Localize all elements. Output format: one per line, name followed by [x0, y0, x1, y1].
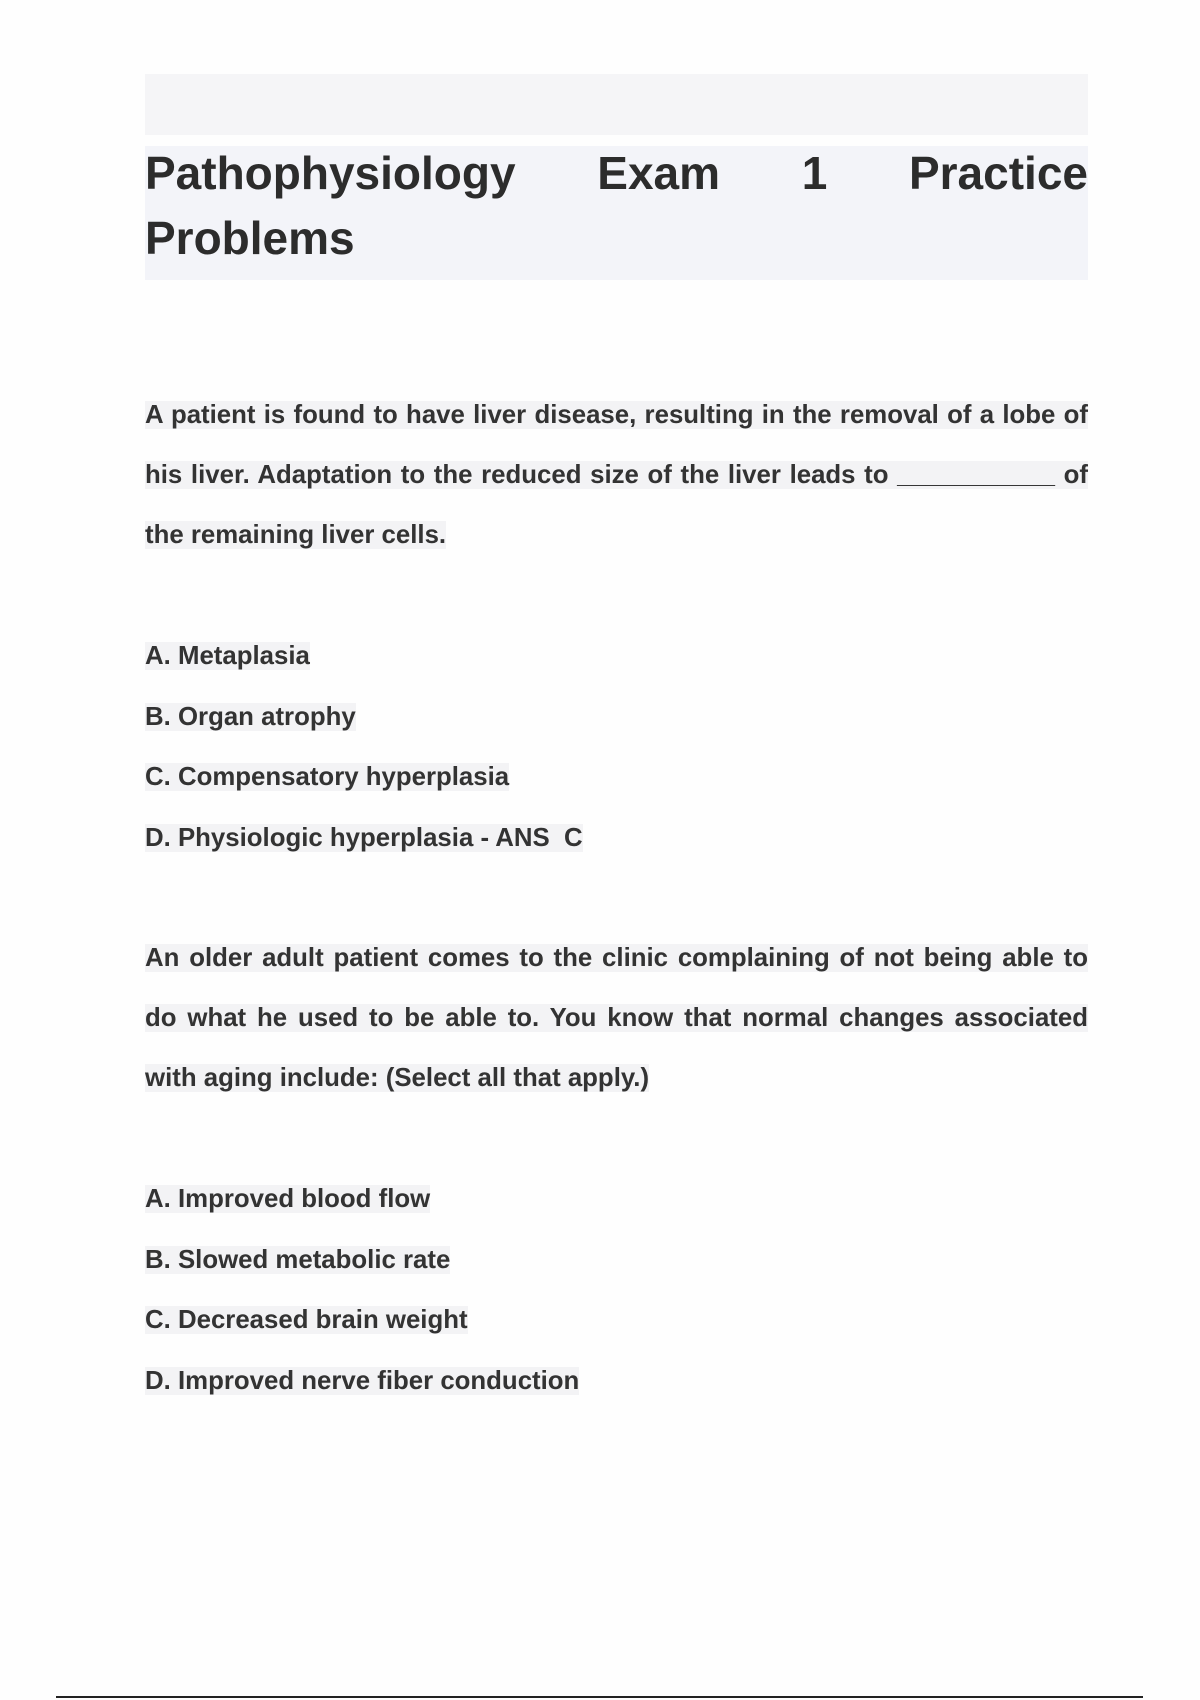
answer-option-a	[145, 1169, 1088, 1230]
answer-option-b	[145, 1230, 1088, 1291]
answer-option-label: A. Improved blood flow	[145, 1185, 431, 1213]
answer-option-b	[145, 687, 1088, 748]
question-1-stem-text: A patient is found to have liver disease, resulting in the removal of a lobe of his liver. Adaptation to the reduced size of the liver leads to ___________ of the remaining liver cells.	[145, 401, 1088, 549]
question-1-stem	[145, 385, 1088, 565]
answer-option-label: B. Slowed metabolic rate	[145, 1245, 451, 1274]
question-2-stem-text: An older adult patient comes to the clinic complaining of not being able to do what he used to be able to. You know that normal changes associated with aging include: (Select all that apply.)	[145, 944, 1088, 1092]
answer-option-label: C. Compensatory hyperplasia	[145, 763, 510, 791]
question-2-options	[145, 1169, 1088, 1411]
answer-option-label: C. Decreased brain weight	[145, 1306, 468, 1334]
header-band	[145, 74, 1088, 135]
answer-option-label: D. Physiologic hyperplasia - ANS C	[145, 823, 583, 852]
answer-option-c	[145, 747, 1088, 808]
document-title: Pathophysiology Exam 1 Practice Problems	[145, 147, 1088, 264]
question-1-options	[145, 626, 1088, 868]
answer-option-c	[145, 1290, 1088, 1351]
page-bottom-rule	[56, 1696, 1143, 1698]
answer-option-d	[145, 1351, 1088, 1412]
answer-option-label: B. Organ atrophy	[145, 702, 356, 731]
answer-option-a	[145, 626, 1088, 687]
answer-option-label: A. Metaplasia	[145, 642, 310, 670]
question-2-stem	[145, 928, 1088, 1108]
answer-option-label: D. Improved nerve fiber conduction	[145, 1366, 580, 1395]
answer-option-d	[145, 808, 1088, 869]
